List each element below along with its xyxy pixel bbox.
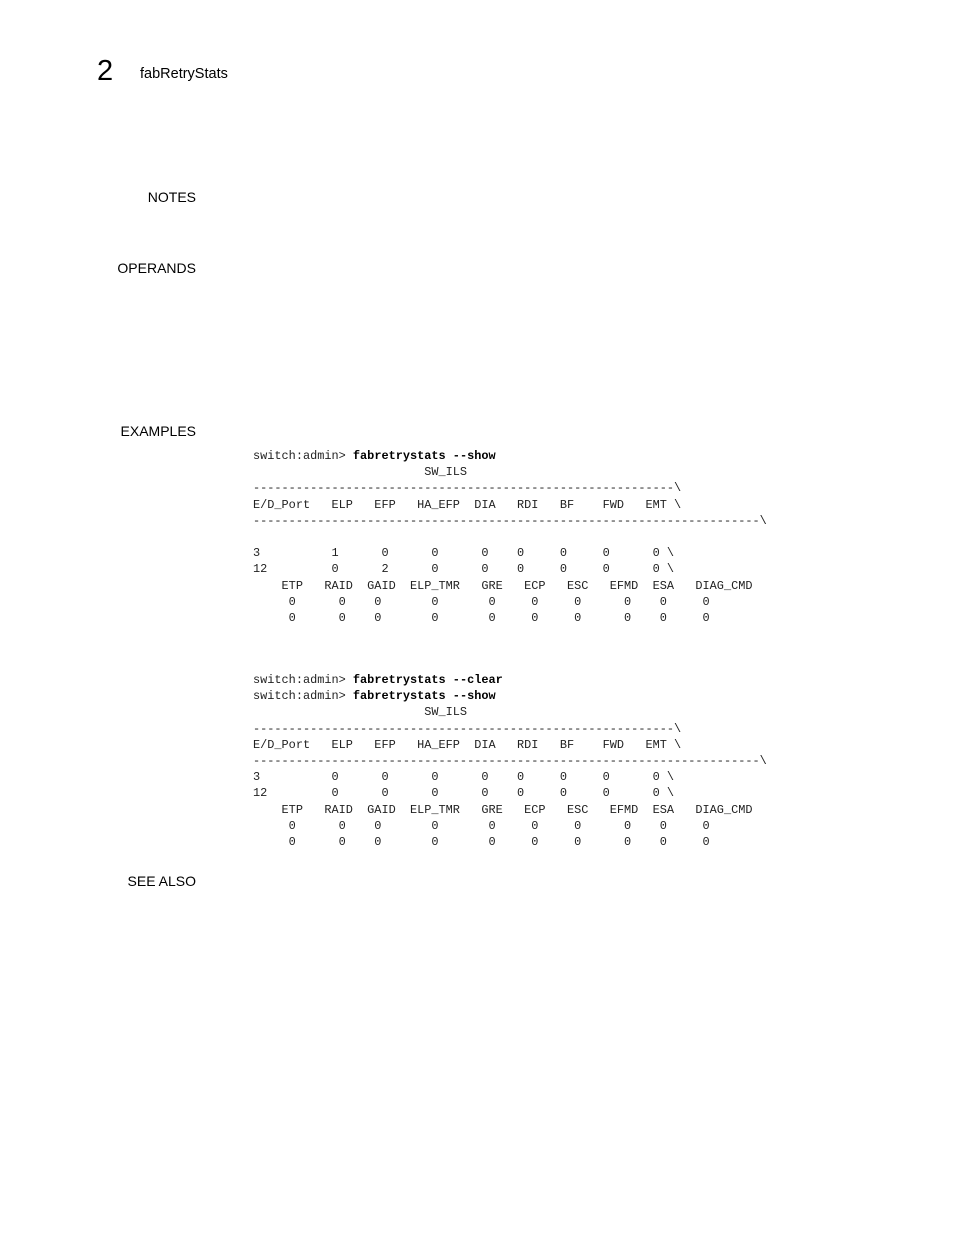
output-line: 0 0 0 0 0 0 0 0 0 0 [253,835,710,850]
output-line: 3 0 0 0 0 0 0 0 0 \ [253,770,674,785]
command: fabretrystats --show [352,689,496,704]
output-line: E/D_Port ELP EFP HA_EFP DIA RDI BF FWD EMT \ [253,737,682,752]
output-line: 0 0 0 0 0 0 0 0 0 0 [253,611,710,626]
section-heading-operands: OPERANDS [117,260,196,276]
prompt: switch:admin> [253,689,353,704]
output-line: ETP RAID GAID ELP_TMR GRE ECP ESC EFMD ESA DIAG_CMD [253,802,753,817]
output-line: ETP RAID GAID ELP_TMR GRE ECP ESC EFMD ESA DIAG_CMD [253,578,753,593]
prompt: switch:admin> [253,449,353,463]
output-line: -----------------------------------------------------------------------\ [253,754,767,769]
output-line: SW_ILS [253,465,468,480]
section-heading-see-also: SEE ALSO [127,873,196,889]
output-line: 3 1 0 0 0 0 0 0 0 \ [253,546,674,561]
output-line: -----------------------------------------------------------\ [253,721,682,736]
output-line: -----------------------------------------------------------\ [253,481,682,496]
output-line: E/D_Port ELP EFP HA_EFP DIA RDI BF FWD EMT \ [253,497,682,512]
output-line: 0 0 0 0 0 0 0 0 0 0 [253,594,710,609]
output-line: 12 0 0 0 0 0 0 0 0 \ [253,786,674,801]
section-heading-notes: NOTES [147,189,196,205]
code-example-show [253,448,767,626]
running-title: fabRetryStats [140,66,228,82]
command: fabretrystats --clear [352,673,503,687]
output-line: 0 0 0 0 0 0 0 0 0 0 [253,818,710,833]
section-heading-examples: EXAMPLES [120,423,196,439]
output-line: SW_ILS [253,705,468,720]
command: fabretrystats --show [352,449,496,463]
prompt: switch:admin> [253,673,353,687]
output-line: 12 0 2 0 0 0 0 0 0 \ [253,562,674,577]
chapter-number: 2 [97,55,114,87]
code-example-clear-show [253,672,767,850]
output-line: -----------------------------------------------------------------------\ [253,513,767,528]
